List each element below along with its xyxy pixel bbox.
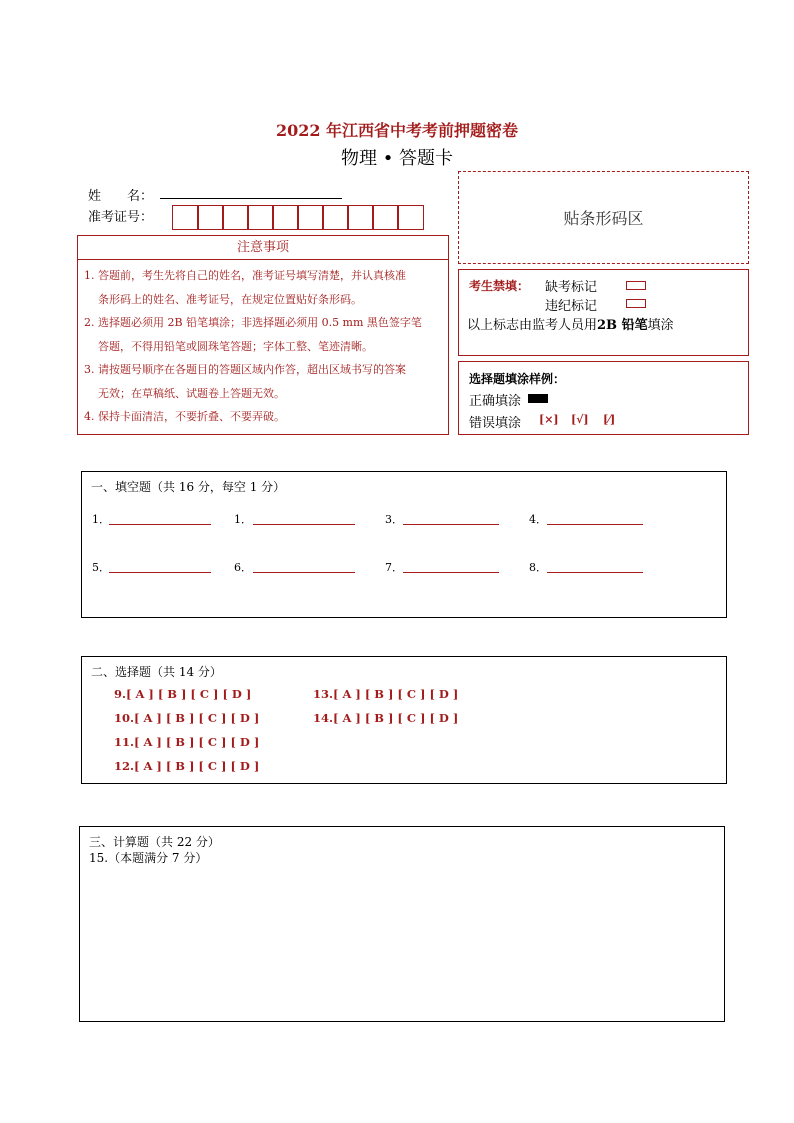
id-digit-box[interactable] [272,205,299,230]
notice-item [84,358,442,405]
notice-line: 条形码上的姓名、准考证号，在规定位置贴好条形码。 [98,292,362,306]
examiner-marks-box [458,269,749,356]
calc-section-title: 三、计算题（共 22 分） [89,835,220,849]
blank-number: 3． [385,513,403,526]
blank-number: 5． [92,561,110,574]
barcode-label: 贴条形码区 [563,209,644,228]
violation-mark-box[interactable] [626,299,646,308]
id-digit-box[interactable] [222,205,249,230]
id-digit-box[interactable] [322,205,349,230]
fill-sample-box [458,361,749,435]
wrong-mark-1: [×] [539,413,559,426]
wrong-mark-2: [√] [571,413,589,426]
id-digit-box[interactable] [347,205,374,230]
notice-item [84,264,442,311]
notice-text [96,358,406,405]
answer-blank[interactable] [547,572,643,573]
forbidden-note [467,314,674,333]
barcode-area [458,171,749,264]
notice-number: 2. [84,316,95,329]
answer-blank[interactable] [547,524,643,525]
name-field[interactable] [160,198,342,199]
notice-list [78,260,448,429]
wrong-mark-3: [⁄] [603,413,616,426]
blank-number: 6． [234,561,252,574]
id-digit-box[interactable] [172,205,199,230]
forbidden-label: 考生禁填： [469,279,530,293]
choice-section-title: 二、选择题（共 14 分） [91,665,222,679]
notice-line: 答题前，考生先将自己的姓名，准考证号填写清楚，并认真核准 [98,269,406,282]
notice-text [96,264,406,311]
notice-box [77,235,449,435]
answer-blank[interactable] [253,524,355,525]
answer-blank[interactable] [253,572,355,573]
calc-answer-area[interactable] [88,869,716,1015]
blank-number: 1． [234,513,252,526]
notice-text [96,405,285,429]
fill-blank-section [81,471,727,618]
correct-fill-mark [528,394,548,403]
blank-number: 8． [529,561,547,574]
notice-text [96,311,422,358]
notice-line: 请按题号顺序在各题目的答题区域内作答，超出区域书写的答案 [98,363,406,376]
id-digit-box[interactable] [297,205,324,230]
notice-line: 选择题必须用 2B 铅笔填涂；非选择题必须用 0.5 mm 黑色签字笔 [98,316,422,329]
note-suffix: 填涂 [647,318,674,333]
choice-question-11[interactable]: 11.[ A ] [ B ] [ C ] [ D ] [114,735,260,749]
correct-label: 正确填涂 [469,394,522,409]
id-label: 准考证号： [88,210,154,225]
notice-line: 答题，不得用铅笔或圆珠笔答题；字体工整、笔迹清晰。 [98,339,373,353]
notice-number: 4. [84,410,95,423]
note-bold: 2B 铅笔 [597,318,648,333]
notice-item [84,405,442,429]
wrong-label: 错误填涂 [469,416,522,431]
sample-title: 选择题填涂样例： [469,372,566,386]
notice-line: 无效；在草稿纸、试题卷上答题无效。 [98,386,285,400]
exam-title: 2022 年江西省中考考前押题密卷 [275,121,519,140]
id-digit-box[interactable] [247,205,274,230]
choice-question-10[interactable]: 10.[ A ] [ B ] [ C ] [ D ] [114,711,260,725]
notice-number: 1. [84,269,95,282]
blank-number: 7． [385,561,403,574]
notice-number: 3. [84,363,95,376]
choice-section [81,656,727,784]
name-label: 姓 名： [88,189,154,204]
choice-question-13[interactable]: 13.[ A ] [ B ] [ C ] [ D ] [313,687,459,701]
id-digit-box[interactable] [397,205,424,230]
answer-blank[interactable] [403,572,499,573]
calculation-section [79,826,725,1022]
violation-label: 违纪标记 [545,299,598,314]
blank-number: 1． [92,513,110,526]
absent-mark-box[interactable] [626,281,646,290]
fill-section-title: 一、填空题（共 16 分，每空 1 分） [91,480,286,494]
notice-line: 保持卡面清洁，不要折叠、不要弄破。 [98,410,285,423]
id-number-boxes[interactable] [172,205,422,230]
id-digit-box[interactable] [197,205,224,230]
answer-blank[interactable] [109,524,211,525]
note-prefix: 以上标志由监考人员用 [467,318,598,333]
notice-title: 注意事项 [78,236,448,260]
id-digit-box[interactable] [372,205,399,230]
choice-question-14[interactable]: 14.[ A ] [ B ] [ C ] [ D ] [313,711,459,725]
blank-number: 4． [529,513,547,526]
choice-question-12[interactable]: 12.[ A ] [ B ] [ C ] [ D ] [114,759,260,773]
choice-question-9[interactable]: 9.[ A ] [ B ] [ C ] [ D ] [114,687,252,701]
answer-blank[interactable] [109,572,211,573]
answer-blank[interactable] [403,524,499,525]
absent-label: 缺考标记 [545,280,598,295]
notice-item [84,311,442,358]
question-15-label: 15.（本题满分 7 分） [89,851,208,865]
card-subtitle: 物理 • 答题卡 [340,148,454,169]
